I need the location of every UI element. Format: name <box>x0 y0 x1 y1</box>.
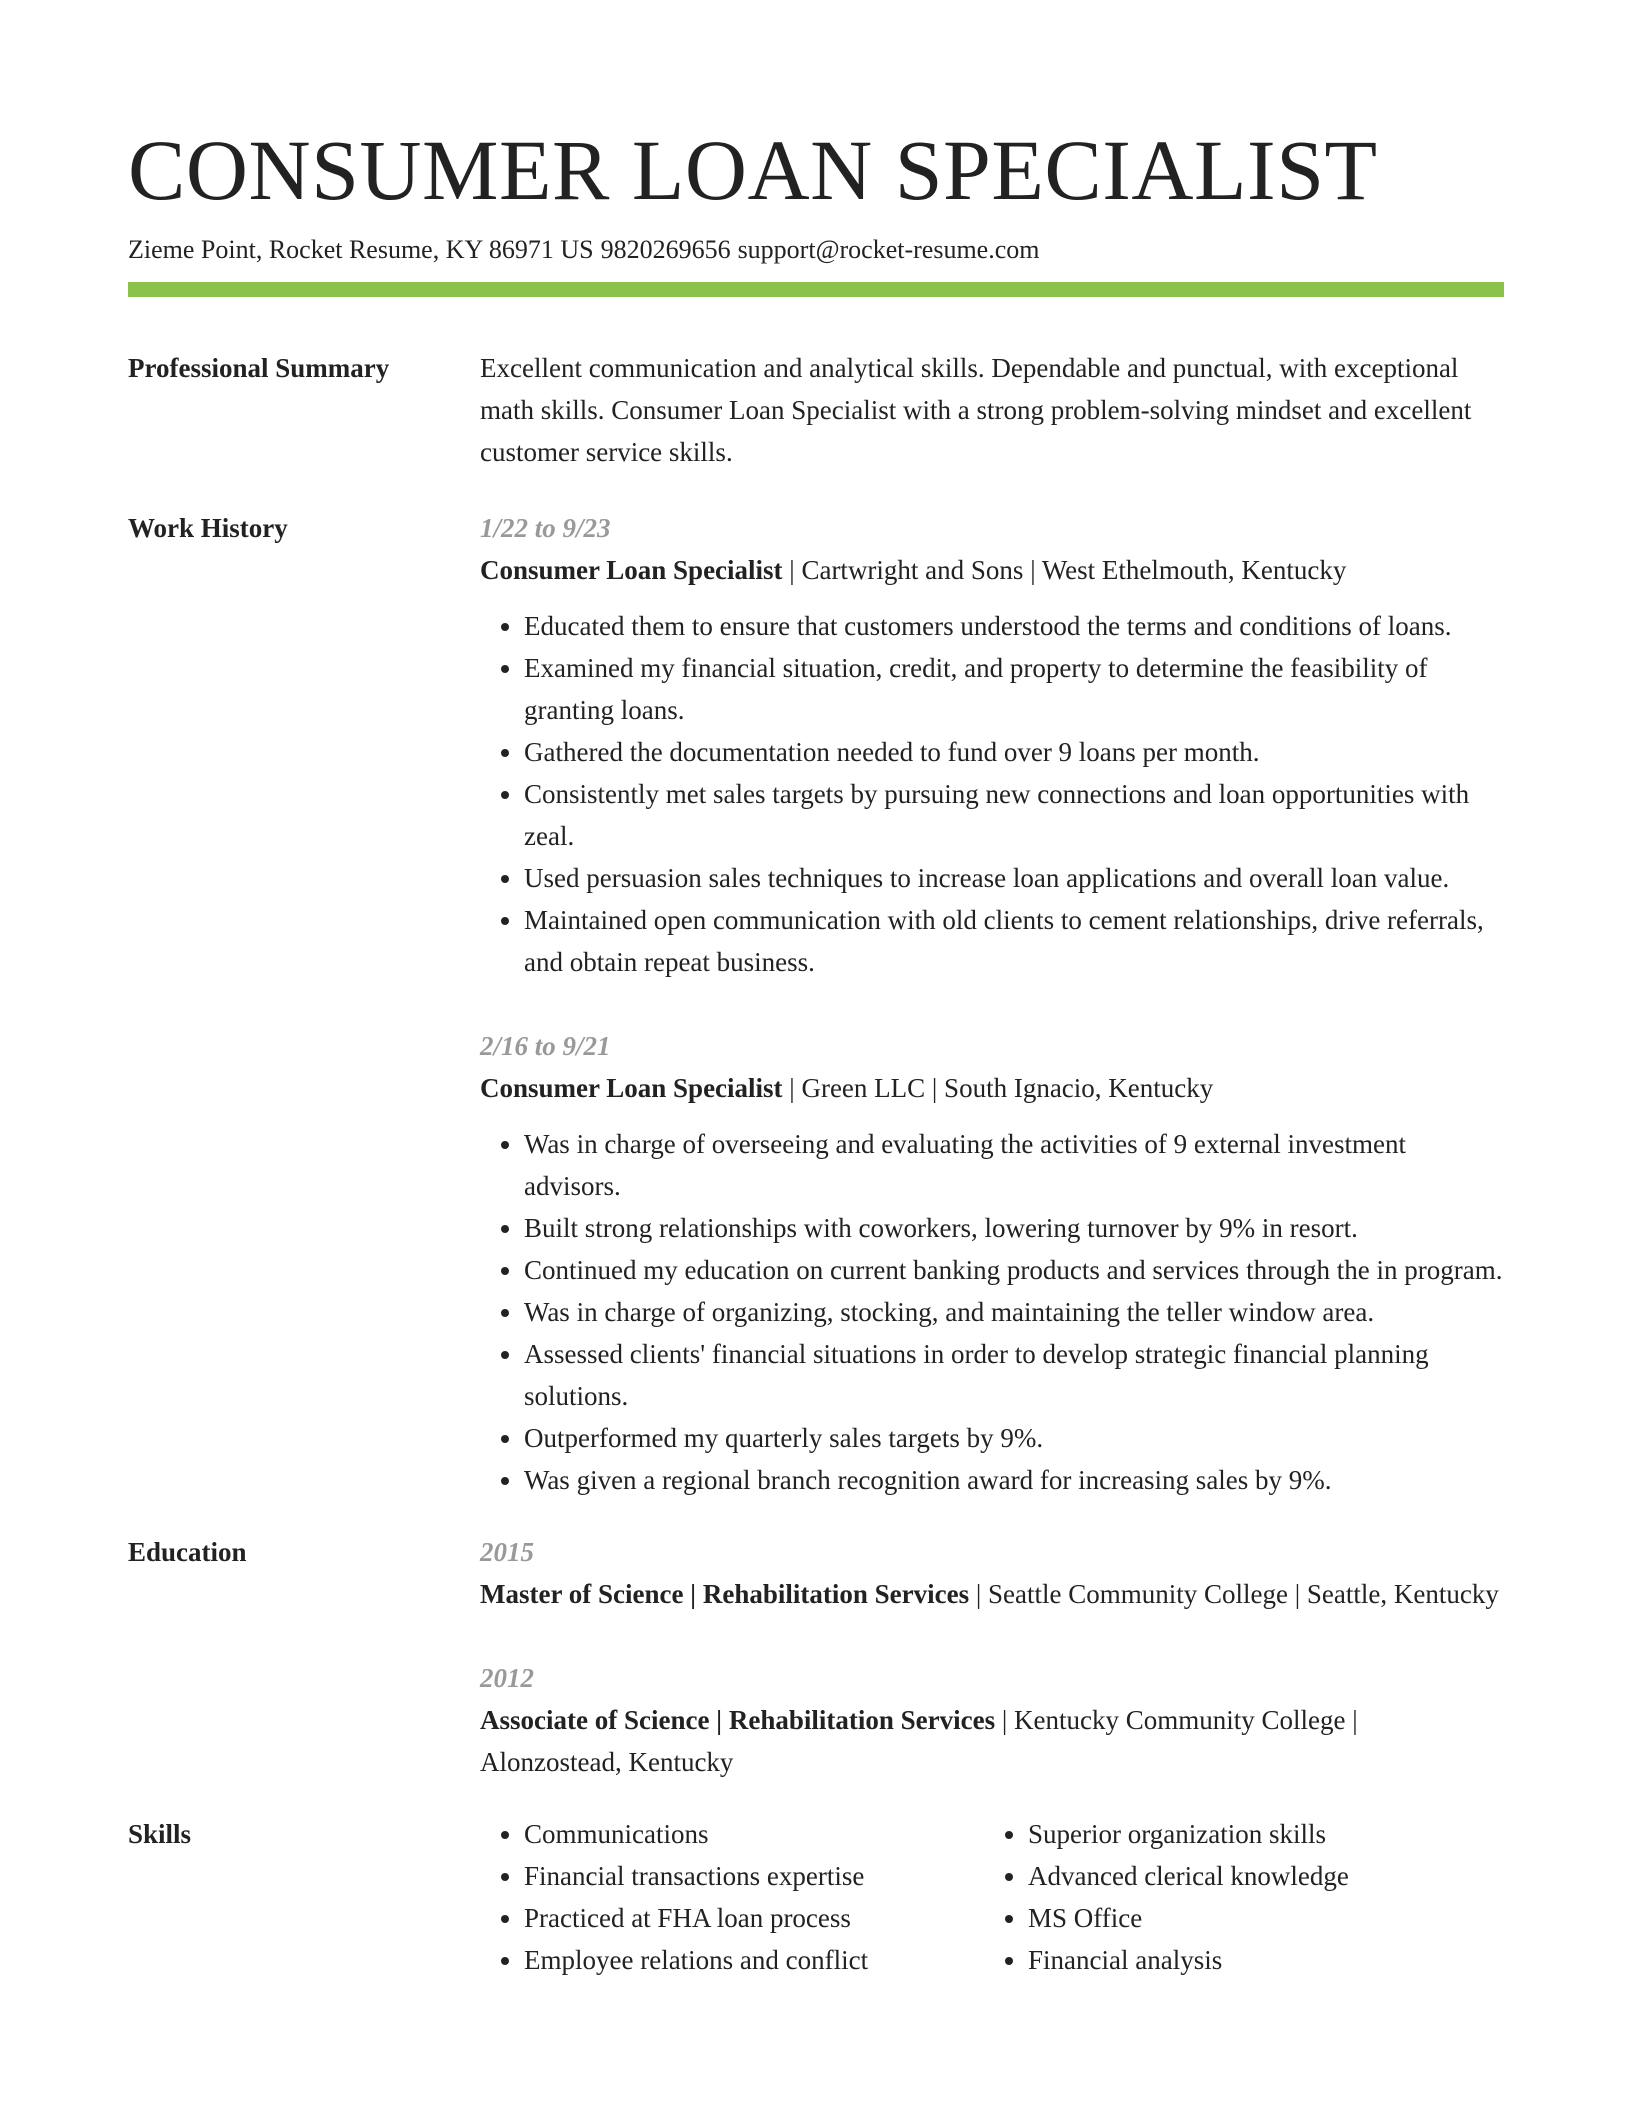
job-title: Consumer Loan Specialist <box>480 1073 783 1103</box>
education-year: 2015 <box>480 1537 534 1567</box>
list-item: • Practiced at FHA loan process <box>524 1897 984 1939</box>
contact-phone: 9820269656 <box>600 235 731 264</box>
job-entry <box>480 1025 1504 1501</box>
education-section <box>128 1531 1504 1783</box>
contact-address: Zieme Point, Rocket Resume, KY 86971 US <box>128 235 594 264</box>
education-degree: Master of Science | Rehabilitation Services <box>480 1579 970 1609</box>
work-history-section <box>128 507 1504 1501</box>
summary-label: Professional Summary <box>128 353 390 383</box>
contact-email: support@rocket-resume.com <box>737 235 1040 264</box>
header-divider <box>128 282 1504 297</box>
skills-list-right <box>984 1813 1488 1981</box>
education-degree: Associate of Science | Rehabilitation Services <box>480 1705 996 1735</box>
skills-label: Skills <box>128 1819 192 1849</box>
skills-section <box>128 1813 1504 1981</box>
list-item: • Used persuasion sales techniques to increase loan applications and overall loan value. <box>524 857 1504 899</box>
education-year: 2012 <box>480 1663 534 1693</box>
contact-line <box>128 232 1504 268</box>
list-item: • Communications <box>524 1813 984 1855</box>
resume-page <box>128 120 1504 1981</box>
list-item: • Examined my financial situation, credit, and property to determine the feasibility of granting loans. <box>524 647 1504 731</box>
list-item: • Outperformed my quarterly sales targets by 9%. <box>524 1417 1504 1459</box>
job-details: | Green LLC | South Ignacio, Kentucky <box>782 1073 1214 1103</box>
summary-text: Excellent communication and analytical skills. Dependable and punctual, with exceptional math skills. Consumer Loan Specialist with a strong problem-solving mindset and excellent customer service skills. <box>480 353 1472 467</box>
education-body <box>480 1531 1504 1783</box>
education-label: Education <box>128 1537 247 1567</box>
list-item: • Educated them to ensure that customers understood the terms and conditions of loans. <box>524 605 1504 647</box>
work-history-body <box>480 507 1504 1501</box>
list-item: • Financial transactions expertise <box>524 1855 984 1897</box>
list-item: • Advanced clerical knowledge <box>1028 1855 1488 1897</box>
list-item: • Assessed clients' financial situations in order to develop strategic financial planning solutions. <box>524 1333 1504 1417</box>
resume-title: CONSUMER LOAN SPECIALIST <box>128 122 1378 218</box>
job-heading <box>480 1067 1504 1109</box>
list-item: • Employee relations and conflict <box>524 1939 984 1981</box>
job-bullets <box>480 1123 1504 1501</box>
education-details: | Kentucky Community College | Alonzostead, Kentucky <box>480 1705 1358 1777</box>
education-heading <box>480 1573 1504 1615</box>
list-item: • Financial analysis <box>1028 1939 1488 1981</box>
job-bullets <box>480 605 1504 983</box>
skills-grid <box>480 1813 1504 1981</box>
job-dates: 1/22 to 9/23 <box>480 513 611 543</box>
list-item: • MS Office <box>1028 1897 1488 1939</box>
job-details: | Cartwright and Sons | West Ethelmouth, Kentucky <box>782 555 1347 585</box>
job-entry <box>480 507 1504 983</box>
list-item: • Was in charge of overseeing and evaluating the activities of 9 external investment advisors. <box>524 1123 1504 1207</box>
education-entry <box>480 1531 1504 1615</box>
job-title: Consumer Loan Specialist <box>480 555 783 585</box>
summary-section <box>128 347 1504 473</box>
list-item: • Consistently met sales targets by pursuing new connections and loan opportunities with zeal. <box>524 773 1504 857</box>
list-item: • Was in charge of organizing, stocking, and maintaining the teller window area. <box>524 1291 1504 1333</box>
job-dates: 2/16 to 9/21 <box>480 1031 611 1061</box>
skills-list-left <box>480 1813 984 1981</box>
work-history-label: Work History <box>128 513 288 543</box>
list-item: • Continued my education on current banking products and services through the in program. <box>524 1249 1504 1291</box>
list-item: • Built strong relationships with coworkers, lowering turnover by 9% in resort. <box>524 1207 1504 1249</box>
list-item: • Was given a regional branch recognition award for increasing sales by 9%. <box>524 1459 1504 1501</box>
education-heading <box>480 1699 1504 1783</box>
list-item: • Maintained open communication with old clients to cement relationships, drive referrals, and obtain repeat business. <box>524 899 1504 983</box>
education-details: | Seattle Community College | Seattle, Kentucky <box>969 1579 1499 1609</box>
job-heading <box>480 549 1504 591</box>
list-item: • Gathered the documentation needed to fund over 9 loans per month. <box>524 731 1504 773</box>
education-entry <box>480 1657 1504 1783</box>
list-item: • Superior organization skills <box>1028 1813 1488 1855</box>
